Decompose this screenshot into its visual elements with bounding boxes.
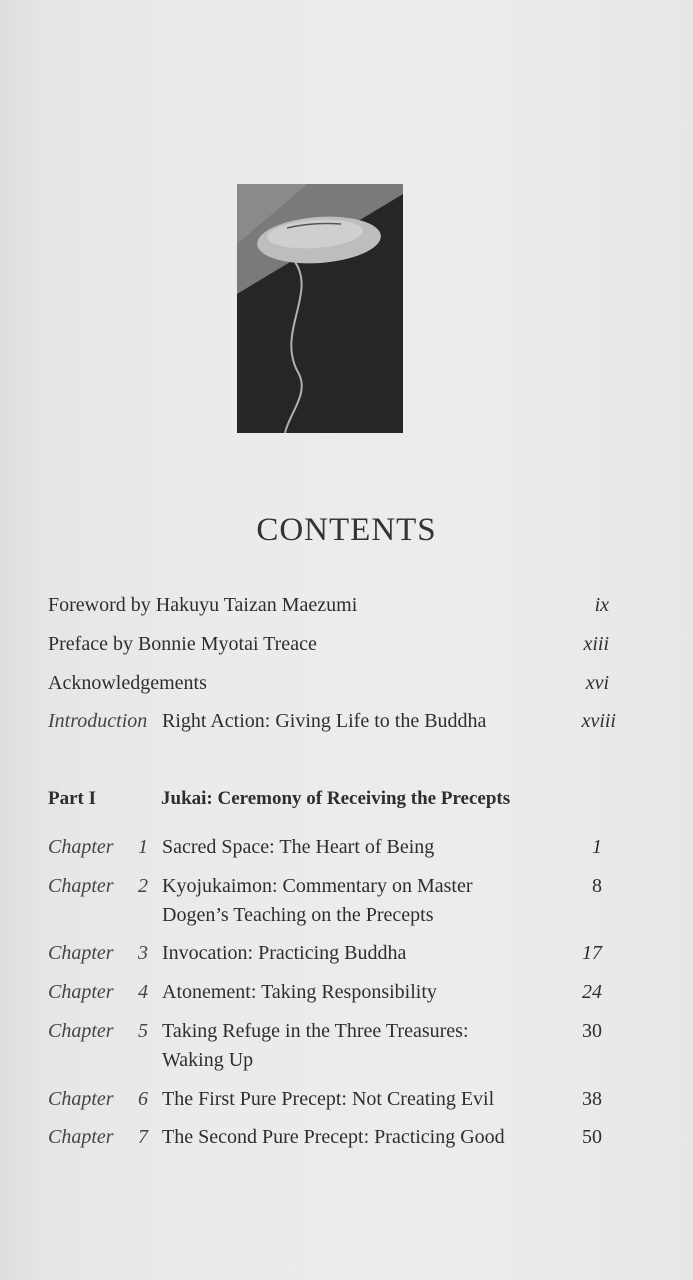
chapter-page: 17 [582, 942, 602, 964]
chapter-page: 38 [582, 1088, 602, 1110]
chapter-number: 6 [138, 1088, 148, 1110]
chapter-title: Taking Refuge in the Three Treasures: [162, 1020, 469, 1042]
chapter-number: 2 [138, 875, 148, 897]
chapter-title: Invocation: Practicing Buddha [162, 942, 407, 964]
chapter-word: Chapter [48, 1088, 114, 1110]
chapter-word: Chapter [48, 942, 114, 964]
chapter-word: Chapter [48, 981, 114, 1003]
chapter-title: Atonement: Taking Responsibility [162, 981, 437, 1003]
chapter-title-continued: Dogen’s Teaching on the Precepts [162, 904, 434, 926]
page-title: CONTENTS [256, 512, 437, 548]
chapter-word: Chapter [48, 1126, 114, 1148]
chapter-page: 1 [592, 836, 602, 858]
chapter-title-continued: Waking Up [162, 1049, 254, 1071]
chapter-word: Chapter [48, 875, 114, 897]
chapter-page: 30 [582, 1020, 602, 1042]
chapter-title: The Second Pure Precept: Practicing Good [162, 1126, 505, 1148]
chapter-page: 50 [582, 1126, 602, 1148]
leaf-stem-image [237, 184, 403, 433]
toc-entry-label: Introduction [48, 710, 148, 732]
toc-entry-title: Preface by Bonnie Myotai Treace [48, 633, 317, 655]
chapter-number: 4 [138, 981, 148, 1003]
toc-entry-title: Right Action: Giving Life to the Buddha [162, 710, 487, 732]
chapter-number: 1 [138, 836, 148, 858]
chapter-title: Kyojukaimon: Commentary on Master [162, 875, 473, 897]
chapter-word: Chapter [48, 1020, 114, 1042]
chapter-number: 5 [138, 1020, 148, 1042]
chapter-title: The First Pure Precept: Not Creating Evil [162, 1088, 495, 1110]
toc-entry-page: xiii [583, 633, 609, 655]
part-label: Part I [48, 788, 97, 809]
toc-entry-page: xviii [581, 710, 616, 732]
chapter-word: Chapter [48, 836, 114, 858]
chapter-title: Sacred Space: The Heart of Being [162, 836, 435, 858]
part-title: Jukai: Ceremony of Receiving the Precepts [161, 788, 511, 809]
chapter-page: 24 [582, 981, 602, 1003]
chapter-page: 8 [592, 875, 602, 897]
toc-entry-page: ix [594, 594, 609, 616]
toc-entry-page: xvi [585, 672, 609, 694]
frontispiece-photo [237, 184, 403, 433]
toc-entry-title: Foreword by Hakuyu Taizan Maezumi [48, 594, 358, 616]
toc-entry-title: Acknowledgements [48, 672, 207, 694]
chapter-number: 7 [138, 1126, 148, 1148]
chapter-number: 3 [138, 942, 148, 964]
